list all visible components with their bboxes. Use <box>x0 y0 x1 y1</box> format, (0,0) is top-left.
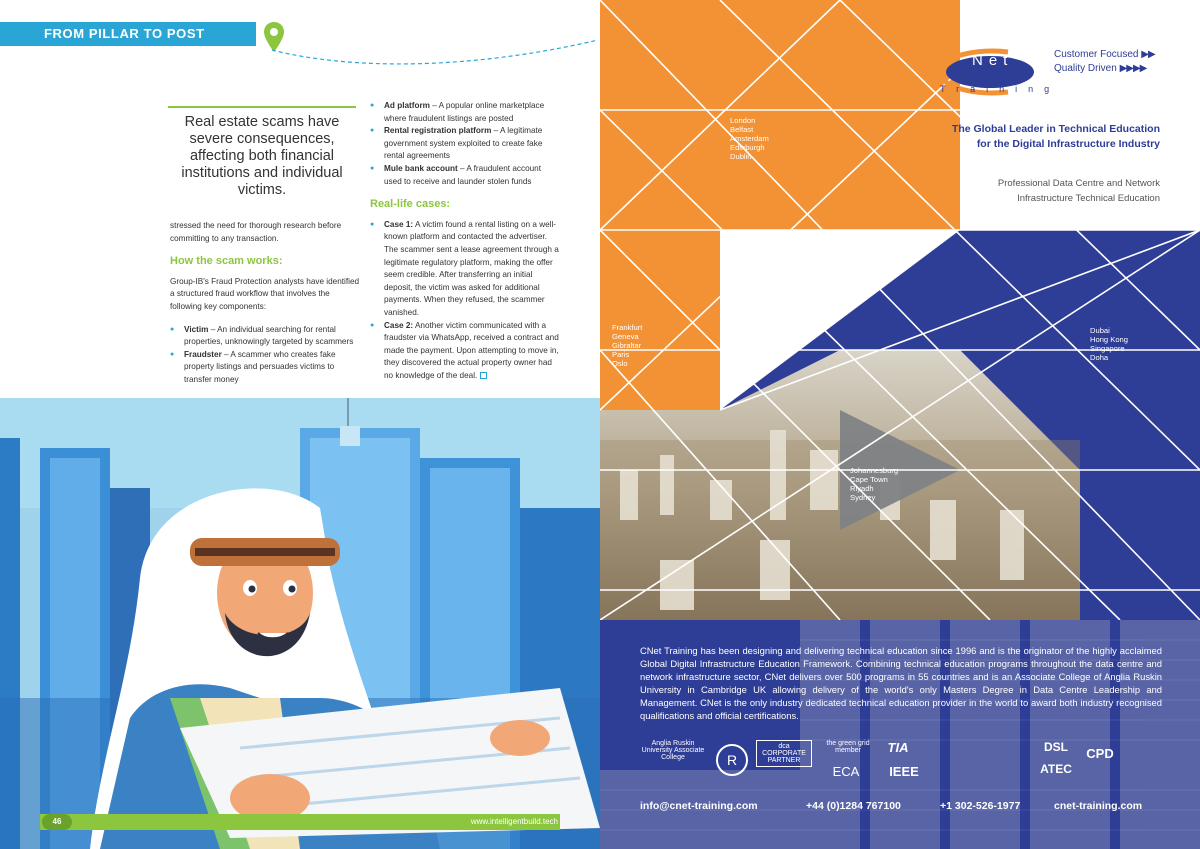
cities-group-2: Frankfurt Geneva Gibraltar Paris Oslo <box>612 323 643 368</box>
tagline: Customer Focused ▶▶ Quality Driven ▶▶▶▶ <box>1054 49 1155 74</box>
how-scam-works-heading: How the scam works: <box>170 255 283 268</box>
list-item: ● Victim – An individual searching for rental properties, unknowingly targeted by scammers <box>170 324 360 349</box>
list-item: ● Rental registration platform – A legitimate government system exploited to create fake rental agreements <box>370 125 560 163</box>
list-item: ● Ad platform – A popular online marketplace where fraudulent listings are posted <box>370 100 560 125</box>
logo-wordmark: Net <box>972 52 1014 69</box>
list-item: ● Case 1: A victim found a rental listing on a well-known platform and contacted the advertiser. The scammer sent a lease agreement through a legitimate regulatory platform, making the offer seem credible. After transferring an initial deposit, the victim was asked for additional payments. When they refused, the scammer vanished. <box>370 219 560 320</box>
contact-bar <box>640 800 1162 816</box>
businessman-illustration <box>0 398 600 849</box>
route-dash-line <box>270 40 600 90</box>
accreditation-badges <box>638 740 1168 790</box>
atec-logo-icon: ATEC <box>1040 762 1072 776</box>
headline: The Global Leader in Technical Education for the Digital Infrastructure Industry <box>951 123 1160 150</box>
list-item: ● Fraudster – A scammer who creates fake property listings and persuades victims to transfer money <box>170 349 360 387</box>
contact-phone-uk[interactable]: +44 (0)1284 767100 <box>806 800 901 812</box>
dsl-logo-icon: DSL <box>1044 740 1068 754</box>
subheadline: Professional Data Centre and Network Infrastructure Technical Education <box>997 178 1160 204</box>
tia-logo-icon: TIA <box>887 740 909 755</box>
right-page <box>600 0 1200 849</box>
eca-logo-icon: ECA <box>832 764 860 779</box>
list-item: ● Case 2: Another victim communicated with a fraudster via WhatsApp, received a contract and made the payment. Upon attempting to move in, they discovered the actual property owner had no knowledge of the deal. <box>370 320 560 383</box>
logo-subword: Training <box>940 84 1061 94</box>
contact-phone-us[interactable]: +1 302-526-1977 <box>940 800 1021 812</box>
footer-url: www.intelligentbuild.tech <box>470 817 558 826</box>
cpd-logo-icon: CPD <box>1086 746 1114 761</box>
arrows-icon: ▶▶ <box>1141 49 1155 60</box>
cities-group-3: Dubai Hong Kong Singapore Doha <box>1090 326 1128 362</box>
pull-quote: Real estate scams have severe consequences, affecting both financial institutions and individual victims. <box>168 106 356 199</box>
cities-group-4: Johannesburg Cape Town Riyadh Sydney <box>850 466 899 502</box>
dca-partner-icon: dca CORPORATE PARTNER <box>756 740 812 767</box>
components-list-a <box>170 324 360 387</box>
cases-list <box>370 219 560 383</box>
green-grid-icon: the green grid member <box>826 740 870 754</box>
about-panel <box>600 620 1200 849</box>
real-life-cases-heading: Real-life cases: <box>370 198 451 211</box>
contact-website[interactable]: cnet-training.com <box>1054 800 1143 812</box>
page-number: 46 <box>42 814 72 830</box>
cities-group-1: London Belfast Amsterdam Edinburgh Dublin <box>730 116 769 161</box>
article-column-1 <box>170 220 360 387</box>
column-intro-text: stressed the need for thorough research before committing to any transaction. <box>170 221 342 243</box>
section-tab: FROM PILLAR TO POST <box>0 22 256 46</box>
how-intro-text: Group-IB's Fraud Protection analysts have identified a structured fraud workflow that involves the following key components: <box>170 276 360 311</box>
components-list-b <box>370 100 560 188</box>
arrows-icon: ▶▶▶▶ <box>1119 63 1147 74</box>
about-text: CNet Training has been designing and delivering technical education since 1996 and is the originator of the highly acclaimed Global Digital Infrastructure Education Framework. Combining technical education programs throughout the data centre and network infrastructure sector, CNet delivers over 500 programs in 55 countries and is an Associate College of Anglia Ruskin University in Cambridge UK allowing delivery of the world's only Masters Degree in Data Centre Leadership and Management. CNet is the only industry dedicated technical education provider in the world to award both industry recognised qualifications and official certifications. <box>640 645 1162 721</box>
article-column-2 <box>370 100 560 382</box>
contact-email[interactable]: info@cnet-training.com <box>640 800 758 812</box>
anglia-ruskin-crest-icon: Anglia Ruskin University Associate College <box>641 740 705 761</box>
list-item: ● Mule bank account – A fraudulent account used to receive and launder stolen funds <box>370 163 560 188</box>
ieee-logo-icon: IEEE <box>889 764 919 779</box>
end-of-article-icon <box>480 372 487 379</box>
registered-mark-icon: R <box>716 744 748 776</box>
